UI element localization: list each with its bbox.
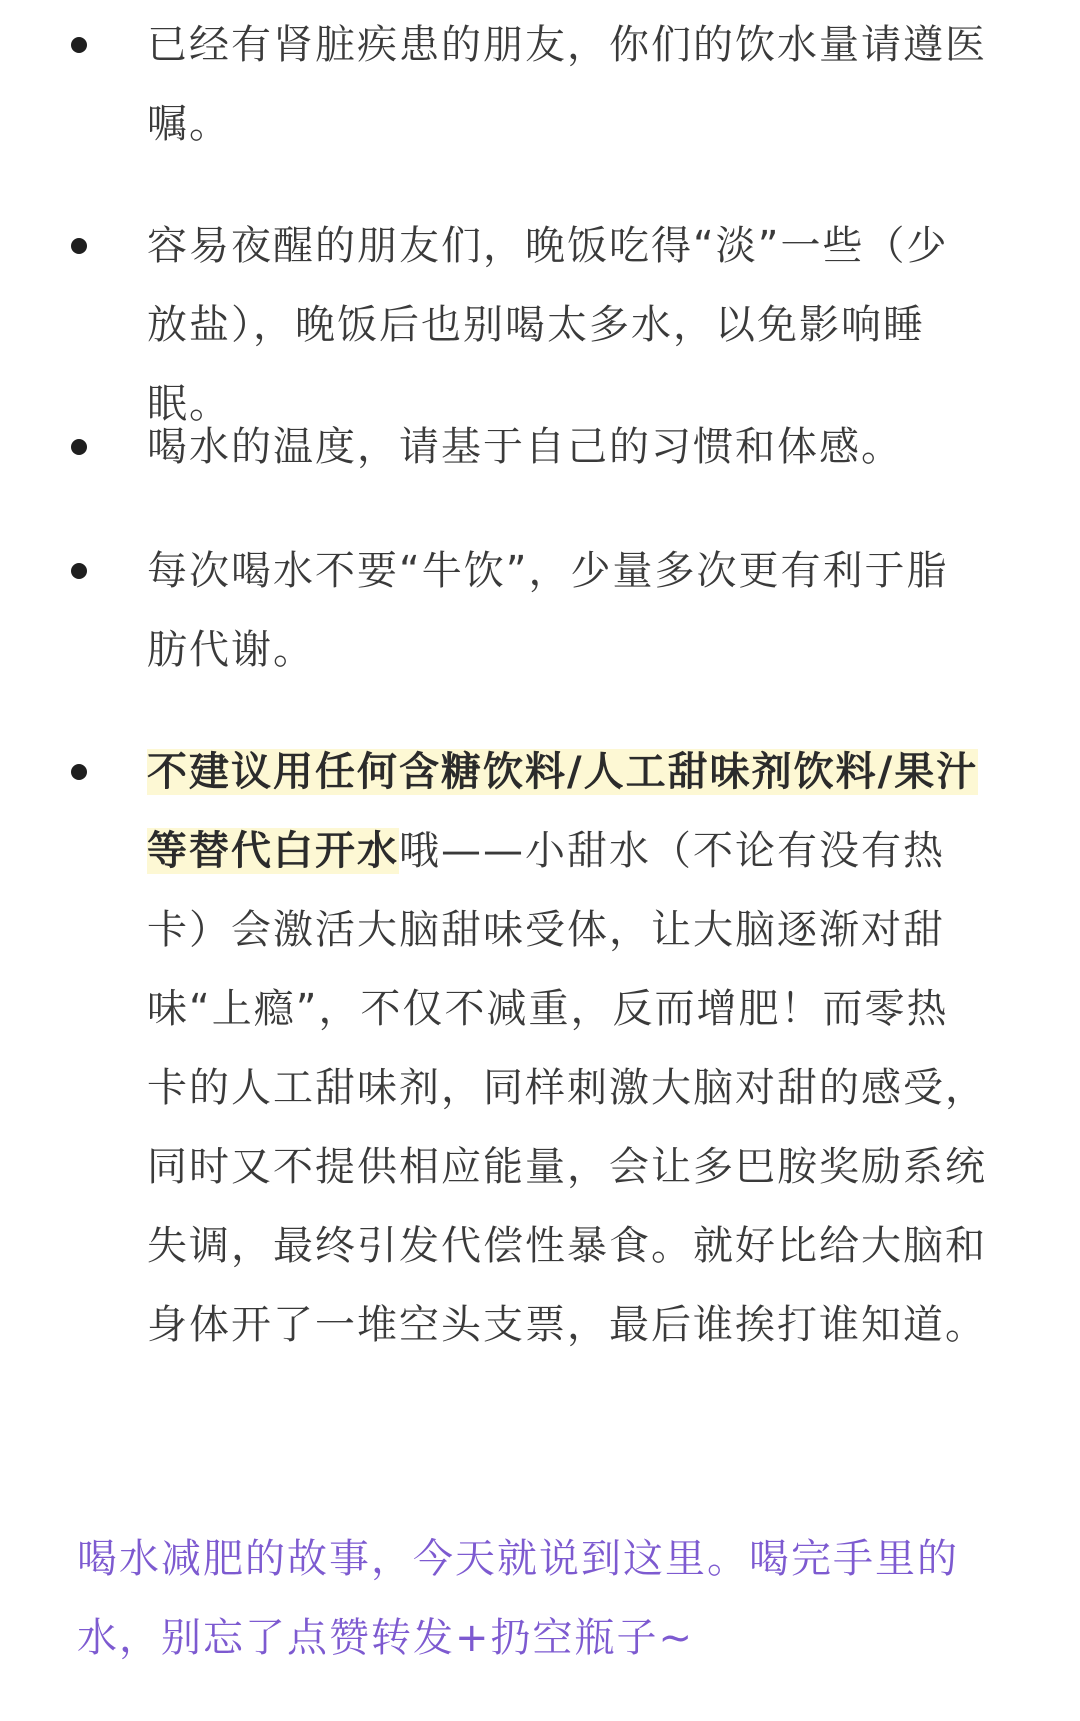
closing-paragraph: 喝水减肥的故事，今天就说到这里。喝完手里的水，别忘了点赞转发+扔空瓶子~ [77,1536,959,1661]
highlighted-text: 不建议用任何含糖饮料/人工甜味剂饮料/果汁等替代白开水 [147,749,979,874]
list-item [0,733,987,1365]
bullet-dot-icon [71,563,87,579]
bullet-dot-icon [71,439,87,455]
list-item-text: 哦——小甜水（不论有没有热卡）会激活大脑甜味受体，让大脑逐渐对甜味“上瘾”，不仅不减重，反而增肥！而零热卡的人工甜味剂，同样刺激大脑对甜的感受，同时又不提供相应能量，会让多巴胺奖励系统失调，最终引发代偿性暴食。就好比给大脑和身体开了一堆空头支票，最后谁挨打谁知道。 [147,828,987,1348]
list-item-text: 喝水的温度，请基于自己的习惯和体感。 [147,424,903,470]
list-item-text: 已经有肾脏疾患的朋友，你们的饮水量请遵医嘱。 [147,22,987,147]
list-item [0,6,987,164]
list-item [0,408,987,487]
list-item [0,532,987,690]
bullet-dot-icon [71,37,87,53]
list-item-text: 每次喝水不要“牛饮”，少量多次更有利于脂肪代谢。 [147,548,949,673]
bullet-dot-icon [71,764,87,780]
bullet-dot-icon [71,238,87,254]
list-item-text: 容易夜醒的朋友们，晚饭吃得“淡”一些（少放盐），晚饭后也别喝太多水，以免影响睡眠。 [147,223,949,427]
